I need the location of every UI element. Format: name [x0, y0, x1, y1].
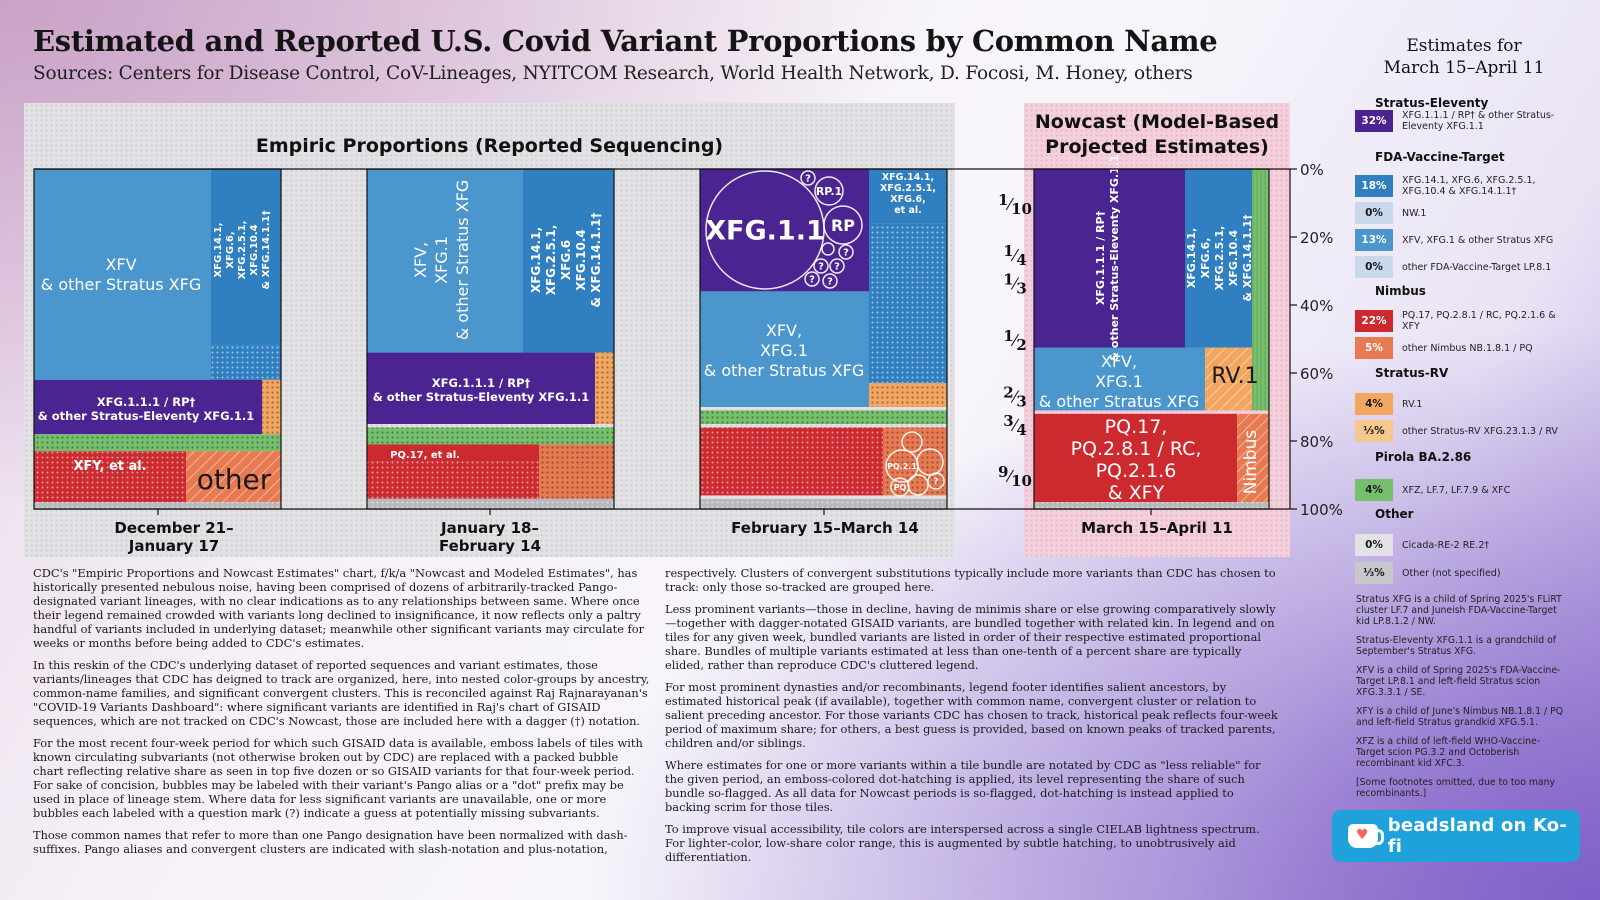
- explanation-text-right: [665, 566, 1280, 872]
- y-tick-label-0%: 0%: [1300, 161, 1324, 179]
- label-p3-fda-line-3: XFG.6,: [890, 194, 926, 205]
- label-p1-eleventy-line-2: & other Stratus-Eleventy XFG.1.1: [37, 409, 255, 423]
- legend-row: [1355, 202, 1567, 224]
- legend-label: Cicada-RE-2 RE.2†: [1402, 539, 1490, 551]
- label-p2-pq: PQ.17, et al.: [390, 450, 460, 461]
- legend-group-title: Stratus-RV: [1375, 366, 1449, 380]
- bubble-rp1-label: RP.1: [815, 184, 843, 198]
- period-label-2: [380, 519, 600, 555]
- label-p3-fda-line-4: et al.: [894, 205, 922, 216]
- label-p1-xfv-line-1: XFV: [105, 255, 137, 274]
- bubble-q2-label: ?: [843, 247, 849, 259]
- text_right-paragraph-4: Where estimates for one or more variants within a tile bundle are notated by CDC as "less reliable" for the given period, an emboss-colored dot-hatching is applied, its level representing the share of such bundle so-flagged. As all data for Nowcast periods is so-flagged, dot-hatching is instead applied to backing scrim for those tiles.: [665, 758, 1261, 814]
- text_right-paragraph-3: For most prominent dynasties and/or recombinants, legend footer identifies salient ancestors, by estimated historical peak (if available), together with common name, convergent cluster or relation to salient preceding ancestor. For those variants CDC has chosen to track, historical peak reflects four-week period of maximum share; for others, a best guess is provided, based on known peaks of tracked parents, children and/or siblings.: [665, 680, 1278, 750]
- legend-heading-line2: March 15–April 11: [1383, 58, 1545, 78]
- legend-label: Other (not specified): [1402, 567, 1501, 579]
- period-label-4-line1: March 15–April 11: [1081, 519, 1233, 537]
- label-p1-fda-line-1: XFG.14.1,: [213, 222, 224, 278]
- label-n-eleventy-line-2: & other Stratus-Eleventy XFG.1.1: [1108, 154, 1121, 362]
- footnote-6: [Some footnotes omitted, due to too many recombinants.]: [1356, 777, 1556, 799]
- bubble-rp-label: RP: [830, 215, 856, 235]
- bubble-q6-label: ?: [827, 276, 833, 288]
- tile-p2-pq2-texture: [367, 461, 539, 498]
- bubble-q5-label: ?: [809, 274, 815, 286]
- legend-heading-line1: Estimates for: [1406, 36, 1522, 56]
- label-p2-xfv-line-2: XFG.1: [432, 236, 451, 284]
- fraction-label-3: 1⁄3: [1003, 270, 1027, 298]
- footnote-5: XFZ is a child of left-field WHO-Vaccine-Target scion PG.3.2 and Octoberish recombinant kid XFC.3.: [1356, 736, 1541, 769]
- footnote-1: Stratus XFG is a child of Spring 2025's FLiRT cluster LF.7 and Juneish FDA-Vaccine-Target kid LP.8.1.2 / NW.: [1356, 594, 1562, 627]
- label-p3-fda-line-1: XFG.14.1,: [881, 172, 935, 183]
- bubble-q1-label: ?: [805, 173, 811, 185]
- footnote-2: Stratus-Eleventy XFG.1.1 is a grandchild of September's Stratus XFG.: [1356, 635, 1557, 657]
- label-p3-xfv-line-1: XFV,: [765, 321, 803, 340]
- legend-swatch: 5%: [1355, 337, 1393, 359]
- period-label-4: [1034, 519, 1280, 537]
- label-n-pq-line-4: & XFY: [1107, 482, 1165, 504]
- tile-p3-rv-texture: [869, 383, 947, 407]
- kofi-button[interactable]: [1332, 810, 1580, 862]
- empiric-panel-title: Empiric Proportions (Reported Sequencing): [255, 135, 724, 157]
- legend-row: [1355, 110, 1567, 132]
- legend-row: [1355, 562, 1567, 584]
- legend-row: [1355, 256, 1567, 278]
- tile-p1-rv-texture: [262, 380, 281, 434]
- label-n-eleventy-line-1: XFG.1.1.1 / RP†: [1094, 210, 1107, 306]
- legend-heading: [1370, 35, 1558, 79]
- label-n-pq-line-3: PQ.2.1.6: [1095, 460, 1177, 482]
- label-p3-xfv-line-2: XFG.1: [760, 341, 808, 360]
- page-subtitle: Sources: Centers for Disease Control, CoV-Lineages, NYITCOM Research, World Health Network, D. Focosi, M. Honey, others: [33, 63, 1193, 84]
- fraction-label-6: 3⁄4: [1003, 412, 1027, 439]
- label-p1-fda-line-4: XFG.10.4: [249, 224, 260, 276]
- explanation-text-left: [33, 566, 650, 864]
- label-p2-fda-line-5: & XFG.14.1.1†: [589, 212, 603, 308]
- legend-swatch: ⅓%: [1355, 420, 1393, 442]
- label-n-pq-line-2: PQ.2.8.1 / RC,: [1070, 438, 1202, 460]
- legend-label: XFV, XFG.1 & other Stratus XFG: [1402, 234, 1554, 246]
- heart-icon: ♥: [1356, 827, 1369, 843]
- chart-tiles: [34, 154, 1269, 509]
- bubble-xfg11-label: XFG.1.1: [705, 215, 825, 247]
- fraction-label-2: 1⁄4: [1003, 242, 1027, 269]
- legend-row: [1355, 479, 1567, 501]
- period-label-1-line2: January 17: [128, 537, 220, 555]
- legend-swatch: 4%: [1355, 479, 1393, 501]
- legend-swatch: 4%: [1355, 393, 1393, 415]
- label-p1-eleventy-line-1: XFG.1.1.1 / RP†: [96, 395, 196, 409]
- tile-p1-bottom-texture: [34, 502, 281, 509]
- label-p2-fda-line-2: XFG.2.5.1,: [544, 224, 558, 296]
- label-n-fda-line-2: XFG.6,: [1199, 237, 1212, 279]
- label-p3-xfv-line-3: & other Stratus XFG: [703, 361, 865, 380]
- label-p1-fda-line-5: & XFG.14.1.1†: [261, 210, 272, 290]
- legend-swatch: 13%: [1355, 229, 1393, 251]
- label-n-xfv-line-1: XFV,: [1100, 352, 1138, 371]
- period-label-1-line1: December 21–: [114, 519, 234, 537]
- tile-p1-fda-dots-texture: [211, 346, 281, 380]
- text_left-paragraph-4: Those common names that refer to more than one Pango designation have been normalized with dash-suffixes. Pango aliases and convergent clusters are indicated with slash-notation and plus-notation,: [33, 828, 628, 856]
- legend-label: NW.1: [1402, 207, 1427, 219]
- period-label-2-line2: February 14: [438, 537, 542, 555]
- nowcast-title-line1: Nowcast (Model-Based: [1034, 111, 1280, 133]
- y-tick-label-40%: 40%: [1300, 297, 1334, 315]
- period-label-3-line1: February 15–March 14: [731, 519, 919, 537]
- legend-swatch: 22%: [1355, 310, 1393, 332]
- label-p1-xfv-line-2: & other Stratus XFG: [40, 275, 202, 294]
- legend-group-title: Nimbus: [1375, 284, 1426, 298]
- tile-p3-nimbus-texture: [700, 427, 883, 495]
- text_left-paragraph-3: For the most recent four-week period for which such GISAID data is available, emboss labels of tiles with known circulating subvariants (not otherwise broken out by CDC) are replaced with a packed bubble chart reflecting relative share as seen in top five dozen or so GISAID variants for that four-week period. For sake of concision, bubbles may be labeled with their variant's Pango alias or a "dot" prefix may be used in place of lineage stem. Where data for less significant variants are unavailable, one or more bubbles each labeled with a question mark (?) indicate a guess at potentially missing subvariants.: [33, 736, 643, 820]
- label-n-nimbus: Nimbus: [1241, 429, 1261, 495]
- kofi-label: beadsland on Ko-fi: [1387, 815, 1568, 857]
- tile-p2-rv-texture: [595, 353, 614, 424]
- legend-label: other Nimbus NB.1.8.1 / PQ: [1402, 342, 1533, 354]
- legend-label: other FDA-Vaccine-Target LP.8.1: [1402, 261, 1552, 273]
- text_left-paragraph-2: In this reskin of the CDC's underlying dataset of reported sequences and variant estimates, those variants/lineages that CDC has deigned to track are organized, here, into nested color-groups by ancestry, common-name families, and significant convergent clusters. This is reconciled against Raj Rajnarayanan's "COVID-19 Variants Dashboard": where significant variants are identified in Raj's chart of GISAID sequences, which are not tracked on CDC's Nowcast, those are included here with a dagger (†) notation.: [33, 658, 650, 728]
- legend-swatch: 32%: [1355, 110, 1393, 132]
- tile-p2-other-texture: [539, 444, 614, 498]
- label-p1-fda-line-3: XFG.2.5.1,: [237, 220, 248, 280]
- label-p2-fda-line-4: XFG.10.4: [574, 229, 588, 291]
- legend-label: PQ.17, PQ.2.8.1 / RC, PQ.2.1.6 & XFY: [1402, 310, 1556, 332]
- label-n-pq-line-1: PQ.17,: [1104, 416, 1168, 438]
- text_right-paragraph-5: To improve visual accessibility, tile colors are interspersed across a single CIELAB lightness spectrum. For lighter-color, low-share color range, this is augmented by subtle hatching, to unobtrusively aid differentiation.: [665, 822, 1260, 864]
- tile-p1-xfy2-texture: [34, 475, 186, 502]
- legend-group-title: FDA-Vaccine-Target: [1375, 150, 1505, 164]
- legend-row: [1355, 337, 1567, 359]
- legend-swatch: 18%: [1355, 175, 1393, 197]
- y-tick-label-80%: 80%: [1300, 433, 1334, 451]
- label-n-xfv-line-3: & other Stratus XFG: [1038, 392, 1200, 411]
- label-n-fda-line-1: XFG.14.1,: [1185, 227, 1198, 289]
- legend-row: [1355, 229, 1567, 251]
- footnote-4: XFY is a child of June's Nimbus NB.1.8.1 / PQ and left-field Stratus grandkid XFG.5.1.: [1356, 706, 1564, 728]
- fraction-label-5: 2⁄3: [1003, 383, 1027, 411]
- text_left-paragraph-1: CDC's "Empiric Proportions and Nowcast Estimates" chart, f/k/a "Nowcast and Modeled Estimates", has historically presented nebulous noise, having been comprised of dozens of arbitrarily-tracked Pango-designated variant lineages, with no clear indications as to any relationships between same. Where once their legend remained crowded with variants long declined to insignificance, it now reflects only a paltry handful of variants included in underlying dataset; meanwhile other significant variants may circulate for weeks or months before being added to CDC's estimates.: [33, 566, 645, 650]
- bubble-pq5-label: PQ: [893, 482, 907, 492]
- period-label-3: [700, 519, 950, 537]
- label-n-fda-line-3: XFG.2.5.1,: [1213, 225, 1226, 291]
- label-n-rv: RV.1: [1211, 364, 1259, 389]
- legend-swatch: 0%: [1355, 202, 1393, 224]
- bubble-q4-label: ?: [834, 261, 840, 273]
- label-n-fda-line-4: XFG.10.4: [1227, 229, 1240, 287]
- y-tick-label-100%: 100%: [1300, 501, 1343, 519]
- legend-swatch: 0%: [1355, 534, 1393, 556]
- text_right-paragraph-1: respectively. Clusters of convergent substitutions typically include more variants than CDC has chosen to track: only those so-tracked are grouped here.: [665, 566, 1276, 594]
- y-tick-label-20%: 20%: [1300, 229, 1334, 247]
- label-p2-xfv-line-3: & other Stratus XFG: [453, 179, 472, 341]
- period-label-1: [64, 519, 284, 555]
- label-p2-eleventy-line-1: XFG.1.1.1 / RP†: [431, 376, 531, 390]
- legend-swatch: 0%: [1355, 256, 1393, 278]
- legend-row: [1355, 393, 1567, 415]
- legend-row: [1355, 310, 1567, 332]
- period-label-2-line1: January 18–: [441, 519, 539, 537]
- tile-p3-bottom-texture: [700, 499, 947, 509]
- page-title: Estimated and Reported U.S. Covid Variant Proportions by Common Name: [33, 24, 1218, 58]
- fraction-label-1: 1⁄10: [998, 191, 1032, 218]
- label-p2-xfv-line-1: XFV,: [411, 241, 430, 279]
- tile-p3-fda-dots-texture: [869, 223, 947, 383]
- legend-label: XFG.14.1, XFG.6, XFG.2.5.1, XFG.10.4 & XFG.14.1.1†: [1402, 175, 1536, 197]
- label-n-xfv-line-2: XFG.1: [1095, 372, 1143, 391]
- bubble-pq6-label: ?: [933, 477, 939, 488]
- legend-label: XFZ, LF.7, LF.7.9 & XFC: [1402, 484, 1511, 496]
- label-p3-fda-line-2: XFG.2.5.1,: [880, 183, 936, 194]
- tile-p2-pirola-texture: [367, 427, 614, 444]
- tile-p3-pirola-texture: [700, 410, 947, 424]
- legend-row: [1355, 534, 1567, 556]
- label-p1-xfy: XFY, et al.: [73, 459, 147, 474]
- legend-group-title: Stratus-Eleventy: [1375, 96, 1489, 110]
- fraction-label-4: 1⁄2: [1003, 327, 1027, 354]
- tile-p1-pirola-texture: [34, 434, 281, 451]
- kofi-cup-icon: [1348, 824, 1378, 848]
- legend-row: [1355, 175, 1567, 197]
- label-p1-other: other: [196, 463, 272, 496]
- legend-group-title: Other: [1375, 507, 1414, 521]
- label-p2-fda-line-1: XFG.14.1,: [529, 226, 543, 294]
- bubble-q3-label: ?: [818, 261, 824, 273]
- legend-label: RV.1: [1402, 398, 1423, 410]
- label-p2-fda-line-3: XFG.6: [559, 239, 573, 281]
- legend-label: other Stratus-RV XFG.23.1.3 / RV: [1402, 425, 1558, 437]
- nowcast-title-line2: Projected Estimates): [1045, 136, 1269, 158]
- legend-label: XFG.1.1.1 / RP† & other Stratus-Eleventy XFG.1.1: [1402, 110, 1555, 132]
- legend-swatch: ⅓%: [1355, 562, 1393, 584]
- bubble-pq3-label: PQ.2.1: [887, 461, 917, 471]
- footnote-3: XFV is a child of Spring 2025's FDA-Vaccine-Target LP.8.1 and left-field Stratus scion XFG.3.3.1 / SE.: [1356, 665, 1561, 698]
- legend-group-title: Pirola BA.2.86: [1375, 450, 1472, 464]
- legend-row: [1355, 420, 1567, 442]
- label-p2-eleventy-line-2: & other Stratus-Eleventy XFG.1.1: [372, 390, 590, 404]
- text_right-paragraph-2: Less prominent variants—those in decline, having de minimis share or else growing comparatively slowly—together with dagger-notated GISAID variants, are bundled together with related kin. In legend and on tiles for any given week, bundled variants are listed in order of their respective estimated proportional share. Bundles of multiple variants estimated at less than one-tenth of a percent share are typically elided, rather than reproduce CDC's cluttered legend.: [665, 602, 1276, 672]
- tile-p2-bottom-texture: [367, 499, 614, 509]
- fraction-label-7: 9⁄10: [998, 463, 1032, 490]
- legend-footnotes: [1356, 594, 1568, 807]
- y-tick-label-60%: 60%: [1300, 365, 1334, 383]
- label-p1-fda-line-2: XFG.6,: [225, 231, 236, 269]
- label-n-fda-line-5: & XFG.14.1.1†: [1241, 214, 1254, 302]
